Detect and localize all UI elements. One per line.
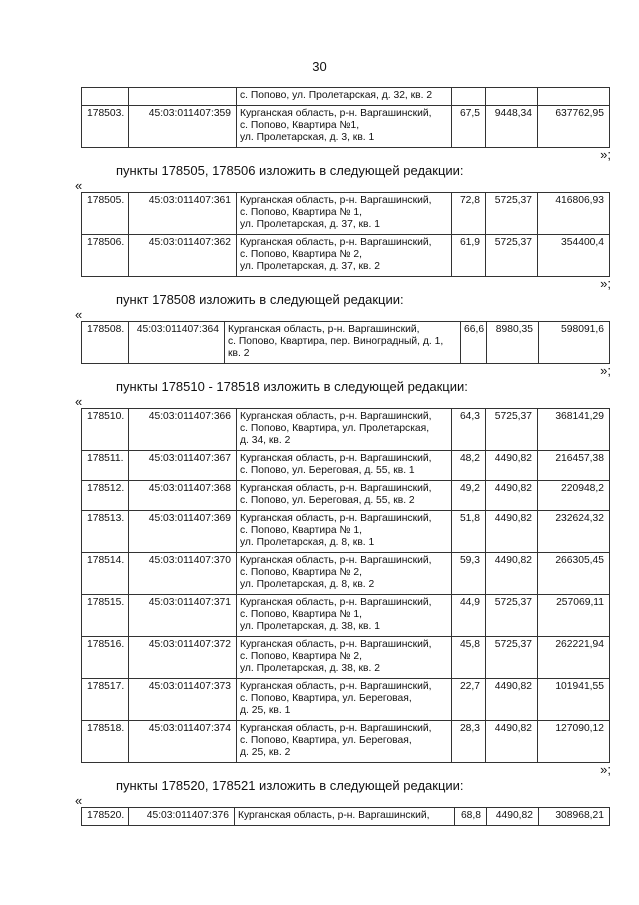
cadastral-value-cell: [538, 88, 610, 106]
address-cell: [237, 106, 452, 148]
closing-quote: »;: [600, 762, 611, 777]
specific-value-cell: 9448,34: [486, 106, 538, 148]
cadastral-number-cell: 45:03:011407:362: [129, 235, 237, 277]
cadastral-value-cell: 308968,21: [539, 808, 610, 826]
area-cell: 45,8: [452, 637, 486, 679]
cadastral-number-cell: 45:03:011407:364: [129, 322, 225, 364]
registry-table: [81, 408, 610, 763]
area-cell: 28,3: [452, 721, 486, 763]
cadastral-number-cell: 45:03:011407:367: [129, 451, 237, 481]
address-line: Курганская область, р-н. Варгашинский,: [240, 483, 432, 494]
area-cell: 44,9: [452, 595, 486, 637]
item-number-cell: 178517.: [82, 679, 129, 721]
specific-value-cell: 8980,35: [487, 322, 539, 364]
item-number-cell: 178505.: [82, 193, 129, 235]
table-row: [82, 679, 610, 721]
address-line: ул. Пролетарская, д. 8, кв. 2: [240, 579, 375, 590]
opening-quote: «: [75, 307, 83, 322]
address-line: Курганская область, р-н. Варгашинский,: [240, 513, 432, 524]
item-number-cell: 178510.: [82, 409, 129, 451]
table-row: [82, 481, 610, 511]
address-line: Курганская область, р-н. Варгашинский,: [240, 195, 432, 206]
address-line: Курганская область, р-н. Варгашинский,: [240, 639, 432, 650]
registry-table: [81, 192, 610, 277]
item-number-cell: 178508.: [82, 322, 129, 364]
area-cell: 51,8: [452, 511, 486, 553]
address-cell: [237, 481, 452, 511]
address-cell: [237, 451, 452, 481]
address-line: с. Попово, ул. Береговая, д. 55, кв. 2: [240, 495, 415, 506]
cadastral-number-cell: 45:03:011407:370: [129, 553, 237, 595]
table-row: [82, 808, 610, 826]
address-cell: [225, 322, 461, 364]
cadastral-number-cell: 45:03:011407:373: [129, 679, 237, 721]
specific-value-cell: 4490,82: [487, 808, 539, 826]
cadastral-number-cell: 45:03:011407:374: [129, 721, 237, 763]
address-line: д. 25, кв. 1: [240, 705, 291, 716]
cadastral-value-cell: 257069,11: [538, 595, 610, 637]
registry-table: [81, 807, 610, 826]
address-cell: [237, 235, 452, 277]
address-line: ул. Пролетарская, д. 38, кв. 2: [240, 663, 380, 674]
address-line: с. Попово, ул. Береговая, д. 55, кв. 1: [240, 465, 415, 476]
item-number-cell: 178520.: [82, 808, 129, 826]
address-line: Курганская область, р-н. Варгашинский,: [240, 237, 432, 248]
cadastral-value-cell: 101941,55: [538, 679, 610, 721]
address-line: с. Попово, Квартира № 2,: [240, 249, 362, 260]
area-cell: 67,5: [452, 106, 486, 148]
item-number-cell: 178513.: [82, 511, 129, 553]
amendment-instruction: пункты 178520, 178521 изложить в следующей редакции:: [116, 778, 464, 793]
specific-value-cell: 5725,37: [486, 595, 538, 637]
page-number: 30: [312, 59, 327, 74]
item-number-cell: 178512.: [82, 481, 129, 511]
cadastral-number-cell: 45:03:011407:369: [129, 511, 237, 553]
item-number-cell: 178514.: [82, 553, 129, 595]
specific-value-cell: 4490,82: [486, 721, 538, 763]
address-line: Курганская область, р-н. Варгашинский,: [240, 723, 432, 734]
amendment-instruction: пункт 178508 изложить в следующей редакции:: [116, 292, 404, 307]
table-row: [82, 409, 610, 451]
table-row: [82, 637, 610, 679]
specific-value-cell: 4490,82: [486, 679, 538, 721]
cadastral-value-cell: 127090,12: [538, 721, 610, 763]
address-line: Курганская область, р-н. Варгашинский,: [228, 324, 420, 335]
specific-value-cell: 4490,82: [486, 511, 538, 553]
specific-value-cell: 5725,37: [486, 235, 538, 277]
specific-value-cell: 5725,37: [486, 193, 538, 235]
address-cell: [237, 595, 452, 637]
address-line: с. Попово, Квартира № 2,: [240, 567, 362, 578]
address-cell: [235, 808, 455, 826]
address-cell: [237, 193, 452, 235]
address-cell: [237, 511, 452, 553]
cadastral-number-cell: 45:03:011407:366: [129, 409, 237, 451]
table-row: [82, 88, 610, 106]
opening-quote: «: [75, 394, 83, 409]
cadastral-number-cell: 45:03:011407:376: [129, 808, 235, 826]
address-line: с. Попово, Квартира № 1,: [240, 525, 362, 536]
item-number-cell: 178506.: [82, 235, 129, 277]
specific-value-cell: 5725,37: [486, 409, 538, 451]
opening-quote: «: [75, 178, 83, 193]
address-line: Курганская область, р-н. Варгашинский,: [240, 555, 432, 566]
address-line: с. Попово, Квартира № 2,: [240, 651, 362, 662]
address-cell: [237, 88, 452, 106]
table-row: [82, 553, 610, 595]
area-cell: 22,7: [452, 679, 486, 721]
specific-value-cell: 4490,82: [486, 553, 538, 595]
address-cell: [237, 679, 452, 721]
table-row: [82, 193, 610, 235]
address-line: ул. Пролетарская, д. 38, кв. 1: [240, 621, 380, 632]
table-row: [82, 235, 610, 277]
table-row: [82, 322, 610, 364]
cadastral-value-cell: 354400,4: [538, 235, 610, 277]
item-number-cell: [82, 88, 129, 106]
address-line: ул. Пролетарская, д. 37, кв. 2: [240, 261, 380, 272]
area-cell: 66,6: [461, 322, 487, 364]
area-cell: 68,8: [455, 808, 487, 826]
address-line: с. Попово, Квартира, ул. Пролетарская,: [240, 423, 430, 434]
address-line: с. Попово, Квартира № 1,: [240, 609, 362, 620]
address-line: с. Попово, Квартира, пер. Виноградный, д. 1,: [228, 336, 444, 347]
address-line: Курганская область, р-н. Варгашинский,: [238, 810, 430, 821]
address-line: д. 25, кв. 2: [240, 747, 291, 758]
item-number-cell: 178515.: [82, 595, 129, 637]
specific-value-cell: 4490,82: [486, 451, 538, 481]
table-row: [82, 721, 610, 763]
address-line: Курганская область, р-н. Варгашинский,: [240, 411, 432, 422]
address-cell: [237, 409, 452, 451]
registry-table: [81, 321, 610, 364]
address-line: д. 34, кв. 2: [240, 435, 291, 446]
address-line: с. Попово, Квартира №1,: [240, 120, 360, 131]
specific-value-cell: 5725,37: [486, 637, 538, 679]
item-number-cell: 178511.: [82, 451, 129, 481]
closing-quote: »;: [600, 147, 611, 162]
item-number-cell: 178518.: [82, 721, 129, 763]
address-line: с. Попово, ул. Пролетарская, д. 32, кв. 2: [240, 90, 433, 101]
address-line: ул. Пролетарская, д. 37, кв. 1: [240, 219, 380, 230]
address-line: с. Попово, Квартира, ул. Береговая,: [240, 693, 412, 704]
address-cell: [237, 553, 452, 595]
area-cell: 72,8: [452, 193, 486, 235]
cadastral-number-cell: 45:03:011407:371: [129, 595, 237, 637]
address-line: Курганская область, р-н. Варгашинский,: [240, 597, 432, 608]
address-line: Курганская область, р-н. Варгашинский,: [240, 108, 432, 119]
amendment-instruction: пункты 178510 - 178518 изложить в следующей редакции:: [116, 379, 468, 394]
specific-value-cell: 4490,82: [486, 481, 538, 511]
item-number-cell: 178503.: [82, 106, 129, 148]
cadastral-value-cell: 216457,38: [538, 451, 610, 481]
address-cell: [237, 637, 452, 679]
closing-quote: »;: [600, 276, 611, 291]
cadastral-value-cell: 637762,95: [538, 106, 610, 148]
cadastral-number-cell: [129, 88, 237, 106]
address-line: с. Попово, Квартира № 1,: [240, 207, 362, 218]
cadastral-number-cell: 45:03:011407:372: [129, 637, 237, 679]
opening-quote: «: [75, 793, 83, 808]
address-line: Курганская область, р-н. Варгашинский,: [240, 453, 432, 464]
area-cell: [452, 88, 486, 106]
cadastral-value-cell: 266305,45: [538, 553, 610, 595]
cadastral-value-cell: 232624,32: [538, 511, 610, 553]
address-line: с. Попово, Квартира, ул. Береговая,: [240, 735, 412, 746]
cadastral-number-cell: 45:03:011407:359: [129, 106, 237, 148]
registry-table: [81, 87, 610, 148]
closing-quote: »;: [600, 363, 611, 378]
cadastral-value-cell: 416806,93: [538, 193, 610, 235]
cadastral-value-cell: 368141,29: [538, 409, 610, 451]
cadastral-value-cell: 262221,94: [538, 637, 610, 679]
document-body: [75, 87, 611, 826]
address-line: кв. 2: [228, 348, 250, 359]
specific-value-cell: [486, 88, 538, 106]
area-cell: 61,9: [452, 235, 486, 277]
area-cell: 59,3: [452, 553, 486, 595]
area-cell: 64,3: [452, 409, 486, 451]
table-row: [82, 106, 610, 148]
cadastral-value-cell: 598091,6: [539, 322, 610, 364]
cadastral-number-cell: 45:03:011407:368: [129, 481, 237, 511]
area-cell: 49,2: [452, 481, 486, 511]
cadastral-number-cell: 45:03:011407:361: [129, 193, 237, 235]
area-cell: 48,2: [452, 451, 486, 481]
table-row: [82, 595, 610, 637]
table-row: [82, 451, 610, 481]
address-cell: [237, 721, 452, 763]
item-number-cell: 178516.: [82, 637, 129, 679]
address-line: ул. Пролетарская, д. 8, кв. 1: [240, 537, 375, 548]
address-line: ул. Пролетарская, д. 3, кв. 1: [240, 132, 375, 143]
amendment-instruction: пункты 178505, 178506 изложить в следующей редакции:: [116, 163, 464, 178]
cadastral-value-cell: 220948,2: [538, 481, 610, 511]
table-row: [82, 511, 610, 553]
address-line: Курганская область, р-н. Варгашинский,: [240, 681, 432, 692]
